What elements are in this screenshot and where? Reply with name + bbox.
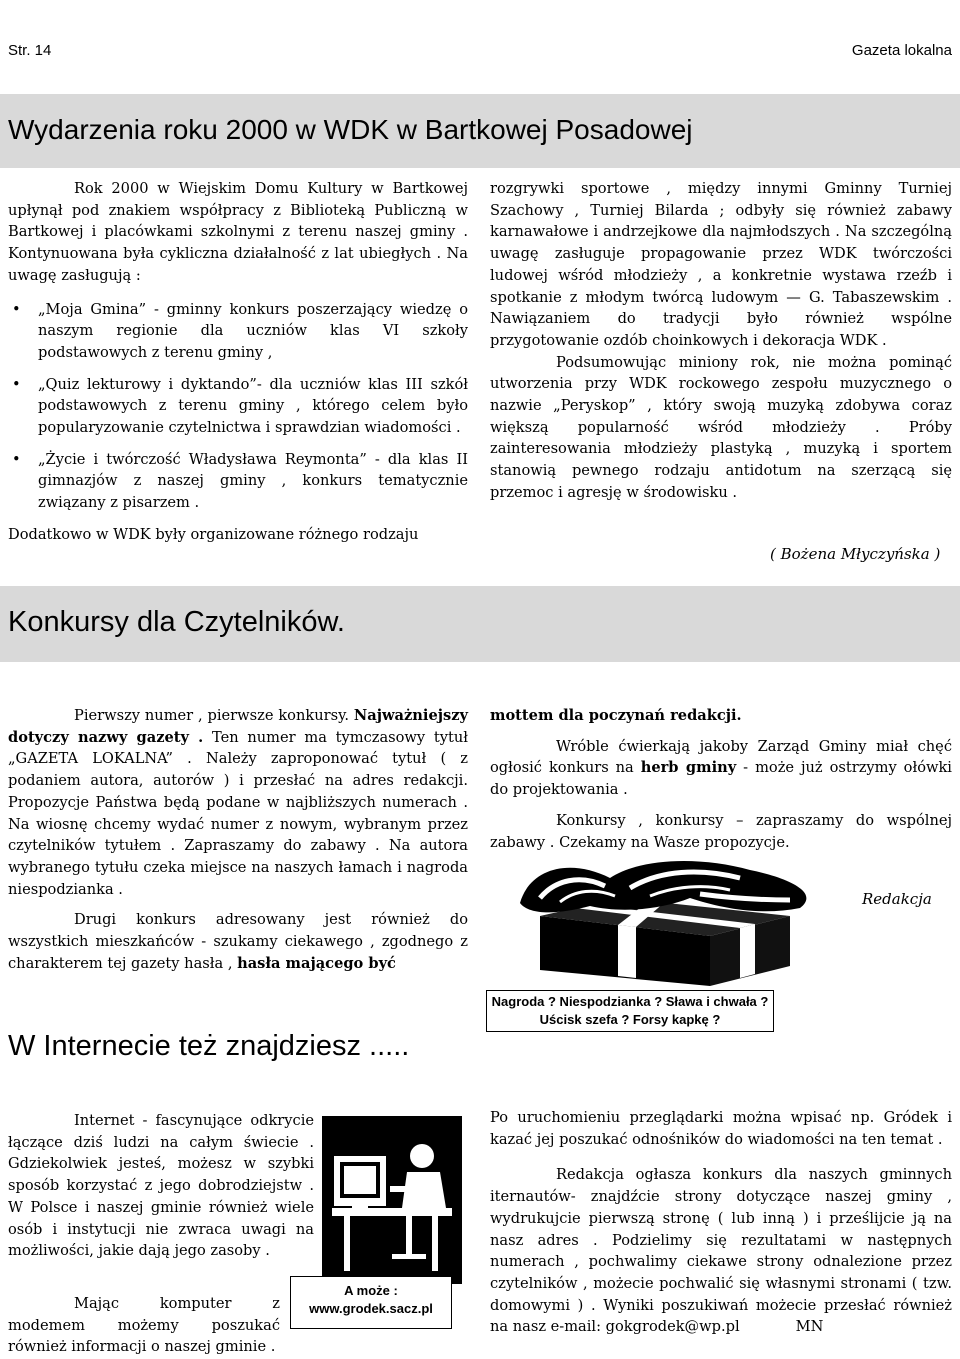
section-title: Wydarzenia roku 2000 w WDK w Bartkowej Posadowej (8, 114, 693, 145)
contest-right-column (490, 705, 952, 853)
text-run-bold: herb gminy (640, 759, 737, 777)
text-run: Wróble ćwierkają jakoby Zarząd Gminy miał chęć ogłosić konkurs na (490, 737, 952, 777)
list-item: • „Moja Gmina” - gminny konkurs poszerzający wiedzę o naszym regionie dla uczniów klas VI szkoły podstawowych z terenu gminy , (8, 299, 468, 364)
callout-line: A może : (344, 1283, 398, 1298)
computer-user-icon (322, 1116, 462, 1284)
article-intro: Rok 2000 w Wiejskim Domu Kultury w Bartkowej upłynął pod znakiem współpracy z Biblioteką Publiczną w Bartkowej i placówkami szkolnymi z terenu naszej gminy . Kontynuowana była cykliczna działalność z lat ubiegłych . Na uwagę zasługują : (8, 180, 468, 284)
text-run-bold: Najważniejszy dotyczy nazwy gazety . (8, 707, 468, 746)
paragraph (8, 909, 468, 974)
list-item: • „Życie i twórczość Władysława Reymonta” - dla klas II gimnazjów z naszej gminy , konkurs tematycznie związany z pisarzem . (8, 449, 468, 514)
paragraph: Mając komputer z modemem możemy poszukać również informacji o naszej gminie . (8, 1295, 280, 1356)
paragraph: Dodatkowo w WDK były organizowane różnego rodzaju (8, 525, 419, 543)
paragraph: Po uruchomieniu przeglądarki można wpisać np. Gródek i kazać jej poszukać odnośników do wiadomości na ten temat . (490, 1109, 952, 1148)
text-run: Drugi konkurs adresowany jest również do wszystkich mieszkańców - szukamy ciekawego , zgodnego z charakterem tej gazety hasła , (8, 911, 468, 972)
competition-list (8, 299, 468, 514)
gift-caption: Nagroda ? Niespodzianka ? Sława i chwała ? Uścisk szefa ? Forsy kapkę ? (486, 990, 774, 1032)
article-right-column (490, 178, 952, 504)
internet-left-column-cont (8, 1293, 280, 1358)
gift-icon (500, 858, 830, 988)
paragraph: Podsumowując miniony rok, nie można pominąć utworzenia przy WDK rockowego zespołu muzycznego o nazwie „Peryskop” , który swoją muzyką zdobywa coraz większą popularność wśród młodzieży . Próby zainteresowania młodzieży plastyką , muzyką i sportem stanowią pewnego rodzaju antidotum na szerzącą się przemoc i agresję w środowisku . (490, 353, 952, 501)
paragraph: Konkursy , konkursy – zapraszamy do wspólnej zabawy . Czekamy na Wasze propozycje. (490, 811, 952, 851)
paragraph (490, 736, 952, 801)
paragraph: rozgrywki sportowe , między innymi Gminny Turniej Szachowy , Turniej Bilarda ; odbyły się również zabawy karnawałowe i andrzejkowe dla najmłodszych . Na szczególną uwagę zasługuje propagowanie przez WDK twórczości ludowej wśród młodzieży , a konkretnie wystawa rzeźb i spotkanie z młodym twórcą ludowym — G. Tabaszewskim . Nawiązaniem do tradycji było również wspólne przygotowanie ozdób choinkowych i dekoracja WDK . (490, 180, 952, 349)
internet-right-column (490, 1107, 952, 1338)
paragraph: mottem dla poczynań redakcji. (490, 707, 742, 724)
text-run: Ten numer ma tymczasowy tytuł „GAZETA LOKALNA” . Należy zaproponować tytuł ( z podaniem autora, autorów ) i przesłać na adres redakcji. Propozycje Państwa będą podane w najbliższych numerach . Na wiosnę chcemy wydać numer z nowym, wybranym przez czytelników tytułem . Zapraszamy do zabawy . Na autora wybranego tytułu czeka miejsce na naszych łamach i nagroda niespodzianka . (8, 728, 468, 898)
paragraph (8, 705, 468, 900)
website-callout (290, 1276, 452, 1329)
text-run-bold: hasła mającego być (237, 954, 396, 972)
internet-left-column (8, 1110, 314, 1262)
page-number: Str. 14 (8, 42, 52, 59)
contest-left-column (8, 705, 468, 974)
newspaper-name: Gazeta lokalna (851, 42, 952, 59)
section-title: W Internecie też znajdziesz ..... (8, 1030, 410, 1062)
paragraph: Internet - fascynujące odkrycie łączące dziś ludzi na całym świecie . Gdziekolwiek jesteś, możesz w szybki sposób korzystać z jego dobrodziejstw . W Polsce i naszej gminie również wiele osób i instytucji nie zwraca uwagi na możliwości, jakie dają jego zasoby . (8, 1112, 314, 1260)
author-signature: ( Bożena Młyczyńska ) (770, 545, 941, 563)
text-run: - może już ostrzymy ołówki do projektowania . (490, 759, 952, 799)
paragraph (490, 1164, 952, 1338)
text-run: Redakcja ogłasza konkurs dla naszych gminnych iternautów- znajdźcie strony dotyczące naszej gminy , wydrukujcie pierwszą stronę ( lub inną ) i prześlijcie ją na nasz adres . Podzielimy się rezultatami w następnych numerach , pochwalimy ciekawe strony odnalezione przez czytelników , możecie pochwalić się własnymi stronami ( tzw. domowymi ) . Wyniki poszukiwań możecie przesłać również na nasz e-mail: gokgrodek@wp.pl (490, 1166, 952, 1336)
article-left-column (8, 178, 468, 546)
section-title-band (0, 586, 960, 662)
text-run: Pierwszy numer , pierwsze konkursy. (74, 707, 354, 724)
editorial-signature: Redakcja (862, 890, 932, 908)
section-title: Konkursy dla Czytelników. (8, 606, 345, 638)
list-item: • „Quiz lekturowy i dyktando”- dla uczniów klas III szkół podstawowych z terenu gminy , którego celem było popularyzowanie czytelnictwa i sprawdzian wiadomości . (8, 374, 468, 439)
section-title-band (0, 94, 960, 168)
computer-icon (322, 1116, 462, 1284)
author-initials: MN (795, 1318, 824, 1336)
website-url: www.grodek.sacz.pl (309, 1301, 433, 1316)
